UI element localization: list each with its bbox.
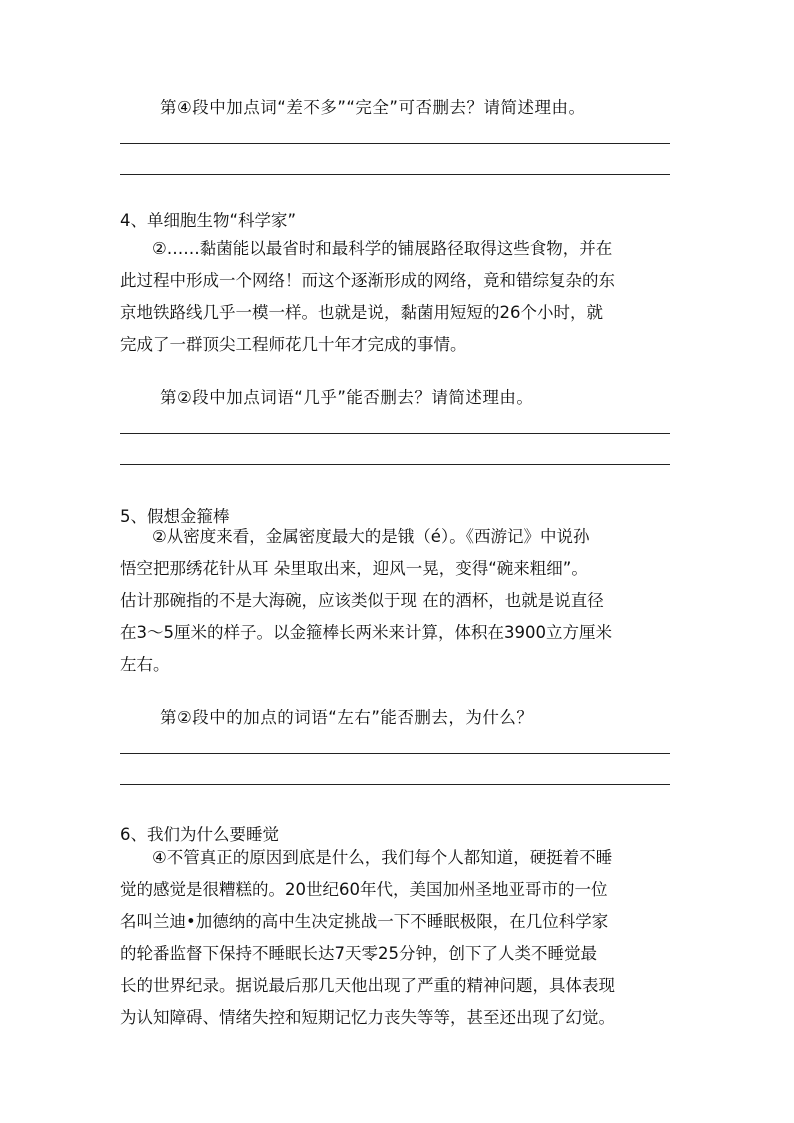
passage-line: ②……黏菌能以最省时和最科学的铺展路径取得这些食物，并在 [152,239,613,258]
passage-line: 在3～5厘米的样子。以金箍棒长两米来计算，体积在3900立方厘米 [120,623,612,642]
answer-line[interactable] [120,784,670,785]
passage-line: 名叫兰迪•加德纳的高中生决定挑战一下不睡眠极限，在几位科学家 [120,912,609,931]
answer-line[interactable] [120,174,670,175]
answer-line[interactable] [120,143,670,144]
passage-line: 此过程中形成一个网络！而这个逐渐形成的网络，竟和错综复杂的东 [120,271,615,290]
passage-line: ④不管真正的原因到底是什么，我们每个人都知道，硬挺着不睡 [152,848,613,867]
passage [120,842,680,1034]
passage-line: 的轮番监督下保持不睡眠长达7天零25分钟，创下了人类不睡觉最 [120,944,597,963]
question-text: 第②段中的加点的词语“左右”能否删去，为什么？ [160,708,534,727]
question-text: 第④段中加点词“差不多”“完全”可否删去？请简述理由。 [160,98,586,117]
passage [120,521,680,681]
answer-line[interactable] [120,464,670,465]
passage-line: 估计那碗指的不是大海碗，应该类似于现 在的酒杯，也就是说直径 [120,591,604,610]
question-text: 第②段中加点词语“几乎”能否删去？请简述理由。 [160,388,534,407]
answer-line[interactable] [120,433,670,434]
passage-line: ②从密度来看，金属密度最大的是锇（é）。《西游记》中说孙 [152,527,590,546]
passage-line: 完成了一群顶尖工程师花几十年才完成的事情。 [120,335,467,354]
section-heading: 4、单细胞生物“科学家” [120,211,297,230]
passage-line: 为认知障碍、情绪失控和短期记忆力丧失等等，甚至还出现了幻觉。 [120,1008,615,1027]
section-heading: 6、我们为什么要睡觉 [120,825,279,844]
answer-line[interactable] [120,753,670,754]
passage [120,233,680,361]
passage-line: 左右。 [120,655,170,674]
passage-line: 长的世界纪录。据说最后那几天他出现了严重的精神问题，具体表现 [120,976,615,995]
section-heading: 5、假想金箍棒 [120,507,230,526]
passage-line: 京地铁路线几乎一模一样。也就是说，黏菌用短短的26个小时，就 [120,303,603,322]
passage-line: 觉的感觉是很糟糕的。20世纪60年代，美国加州圣地亚哥市的一位 [120,880,608,899]
passage-line: 悟空把那绣花针从耳 朵里取出来，迎风一晃，变得“碗来粗细”。 [120,559,588,578]
